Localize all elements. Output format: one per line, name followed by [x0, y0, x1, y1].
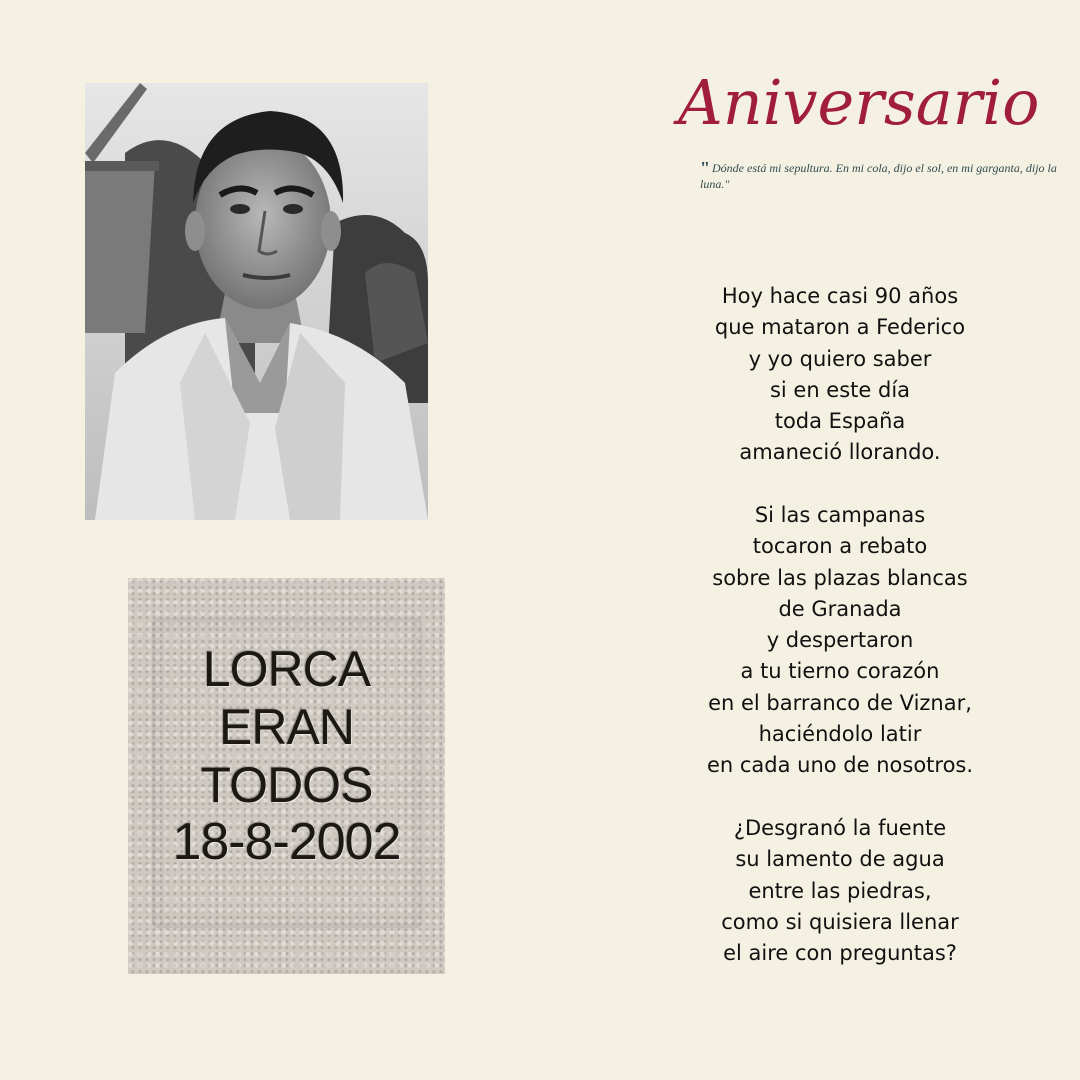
poem-line: de Granada	[778, 596, 902, 621]
portrait-photo	[85, 83, 428, 520]
poem-line: el aire con preguntas?	[723, 941, 957, 966]
poem-line: entre las piedras,	[748, 878, 932, 903]
plaque-line-1: LORCA	[202, 641, 371, 697]
poem-line: que mataron a Federico	[714, 315, 966, 340]
poem-line: en el barranco de Viznar,	[708, 690, 972, 715]
poem-stanza-1	[610, 281, 1070, 469]
poem-line: su lamento de agua	[735, 847, 945, 872]
poem-line: en cada uno de nosotros.	[706, 753, 974, 778]
page-title: Aniversario	[678, 66, 1040, 139]
poem-line: toda España	[774, 409, 906, 434]
poem-line: amaneció llorando.	[739, 440, 941, 465]
poem-line: Hoy hace casi 90 años	[721, 284, 959, 308]
poem-line: y despertaron	[766, 628, 914, 653]
poem-line: ¿Desgranó la fuente	[733, 816, 947, 840]
poem-line: Si las campanas	[754, 503, 926, 527]
quote-text: Dónde está mi sepultura. En mi cola, dijo el sol, en mi garganta, dijo la luna."	[700, 161, 1057, 191]
plaque-line-3: TODOS	[200, 757, 373, 813]
poem-line: como si quisiera llenar	[721, 909, 959, 934]
plaque-line-2: ERAN	[219, 699, 354, 755]
quote-mark: "	[700, 158, 710, 178]
poem-line: a tu tierno corazón	[740, 659, 940, 684]
poem-line: y yo quiero saber	[748, 346, 932, 371]
portrait-image	[85, 83, 428, 520]
poem-stanza-3	[610, 813, 1070, 969]
poem-line: haciéndolo latir	[758, 722, 922, 747]
poem-line: sobre las plazas blancas	[712, 565, 968, 590]
poem-line: tocaron a rebato	[752, 534, 928, 559]
poem-line: si en este día	[769, 377, 911, 402]
plaque-line-4: 18-8-2002	[172, 813, 401, 871]
poem-stanza-2	[610, 500, 1070, 782]
epigraph-quote	[700, 160, 1060, 192]
